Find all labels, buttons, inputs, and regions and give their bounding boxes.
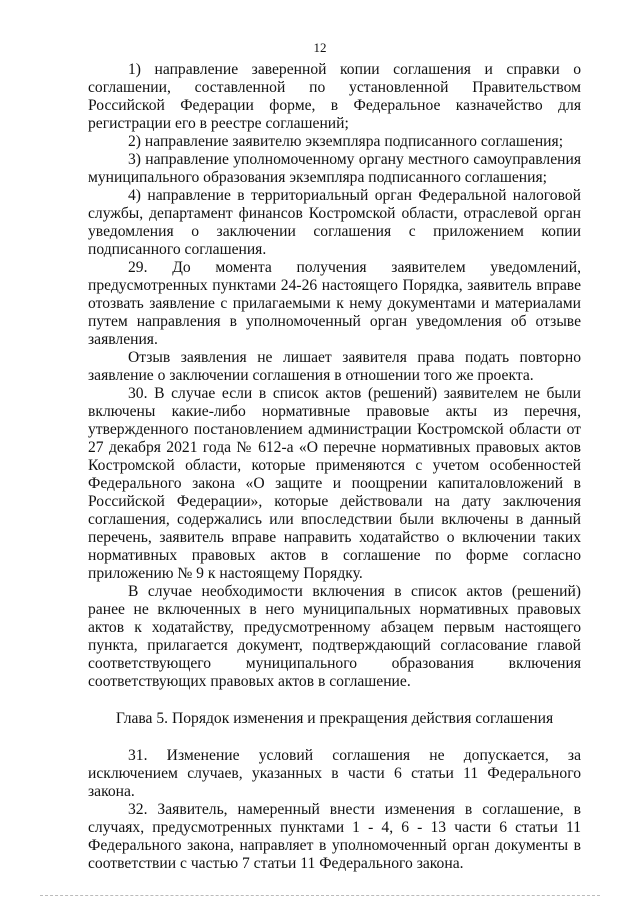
paragraph-item-3: 3) направление уполномоченному органу местного самоуправления муниципального образования экземпляра подписанного соглашения; [88, 151, 581, 186]
document-body [88, 61, 581, 873]
chapter-heading: Глава 5. Порядок изменения и прекращения действия соглашения [115, 710, 554, 727]
paragraph-clause-32: 32. Заявитель, намеренный внести изменения в соглашение, в случаях, предусмотренных пунктами 1 - 4, 6 - 13 части 6 статьи 11 Федерального закона, направляет в уполномоченный орган документы в соответствии с частью 7 статьи 11 Федерального закона. [88, 801, 581, 872]
paragraph-withdrawal-note: Отзыв заявления не лишает заявителя права подать повторно заявление о заключении соглашения в отношении того же проекта. [88, 349, 581, 384]
paragraph-clause-31: 31. Изменение условий соглашения не допускается, за исключением случаев, указанных в части 6 статьи 11 Федерального закона. [88, 747, 581, 800]
paragraph-clause-30: 30. В случае если в список актов (решений) заявителем не были включены какие-либо нормативные правовые акты из перечня, утвержденного постановлением администрации Костромской области от 27 декабря 2021 года № 612-а «О перечне нормативных правовых актов Костромской области, которые применяются с учетом особенностей Федерального закона «О защите и поощрении капиталовложений в Российской Федерации», которые действовали на дату заключения соглашения, содержались или впоследствии были включены в данный перечень, заявитель вправе направить ходатайство о включении таких нормативных правовых актов в соглашение по форме согласно приложению № 9 к настоящему Порядку. [88, 385, 581, 582]
paragraph-item-2: 2) направление заявителю экземпляра подписанного соглашения; [128, 133, 564, 150]
paragraph-item-4: 4) направление в территориальный орган Федеральной налоговой службы, департамент финансов Костромской области, отраслевой орган уведомления о заключении соглашения с приложением копии подписанного соглашения. [88, 187, 581, 258]
paragraph-clause-30-continued: В случае необходимости включения в список актов (решений) ранее не включенных в него муниципальных нормативных правовых актов к ходатайству, предусмотренному абзацем первым настоящего пункта, прилагается документ, подтверждающий согласование главой соответствующего муниципального образования включения соответствующих правовых актов в соглашение. [88, 583, 581, 690]
paragraph-item-1: 1) направление заверенной копии соглашения и справки о соглашении, составленной по установленной Правительством Российской Федерации форме, в Федеральное казначейство для регистрации его в реестре соглашений; [88, 61, 581, 132]
page-bottom-divider [40, 895, 600, 896]
paragraph-clause-29: 29. До момента получения заявителем уведомлений, предусмотренных пунктами 24-26 настоящего Порядка, заявитель вправе отозвать заявление с прилагаемыми к нему документами и материалами путем направления в уполномоченный орган уведомления об отзыве заявления. [88, 259, 581, 348]
page-number: 12 [313, 40, 327, 55]
